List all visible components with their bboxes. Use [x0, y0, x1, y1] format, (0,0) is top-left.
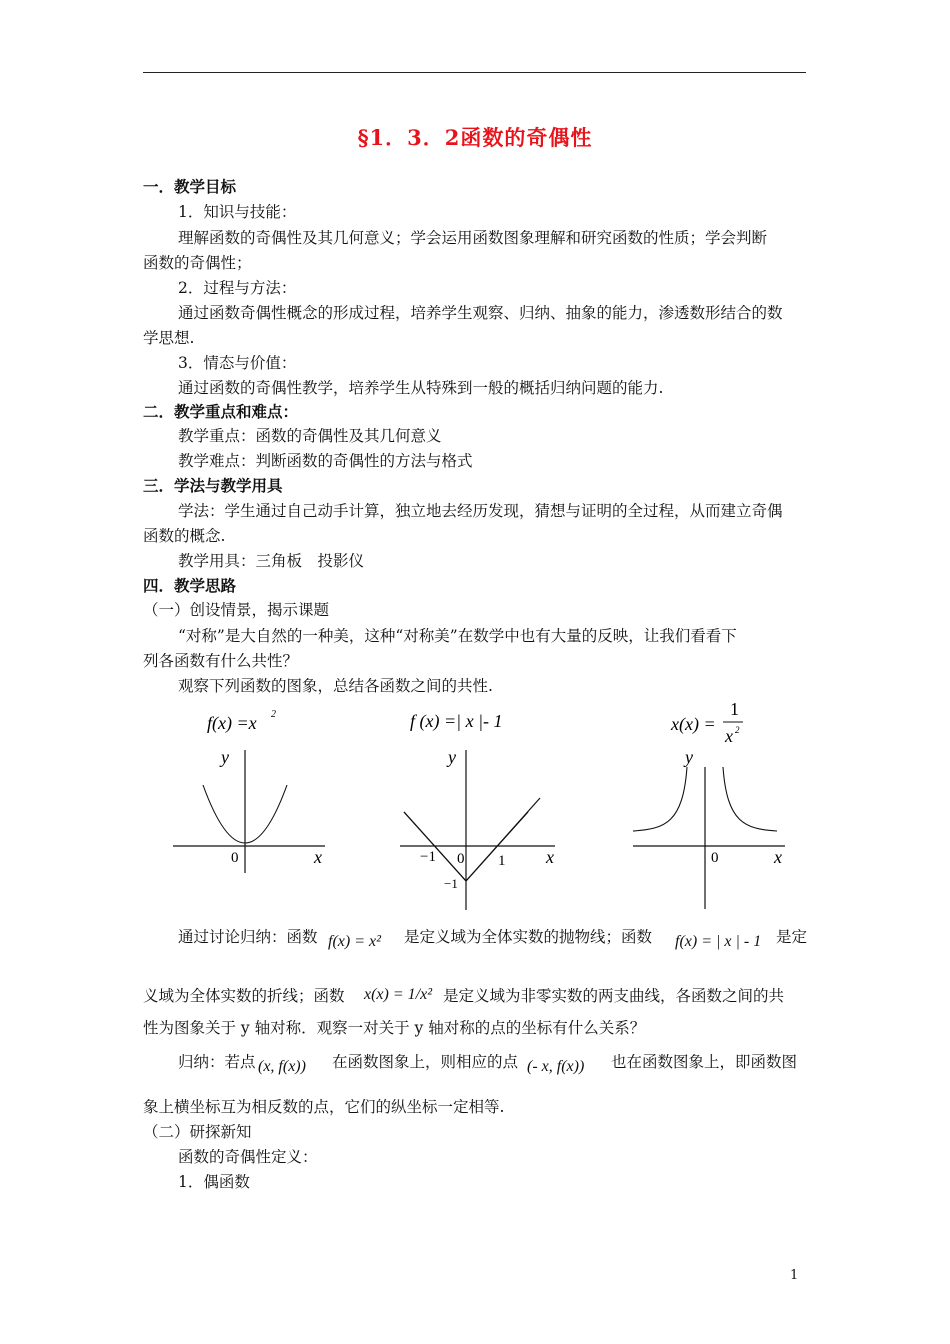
x-axis-label: x: [546, 847, 554, 867]
text-line: 教学难点：判断函数的奇偶性的方法与格式: [178, 452, 473, 470]
text-line: （一）创设情景，揭示课题: [143, 601, 330, 619]
text-line: 理解函数的奇偶性及其几何意义；学会运用函数图象理解和研究函数的性质；学会判断: [178, 229, 768, 247]
text-line: 性为图象关于 y 轴对称．观察一对关于 y 轴对称的点的坐标有什么关系？: [143, 1019, 646, 1037]
text-line: 通过函数的奇偶性教学，培养学生从特殊到一般的概括归纳问题的能力.: [178, 379, 664, 397]
inline-point-reflected: (- x, f(x)): [527, 1058, 585, 1075]
text-line: 也在函数图象上，即函数图: [611, 1053, 798, 1071]
origin-label: 0: [231, 850, 239, 866]
y-tick-neg-one: −1: [444, 876, 458, 891]
text-line: 3．情态与价值：: [178, 354, 297, 372]
y-axis-label: y: [448, 747, 456, 767]
graph-title: x(x) =: [671, 714, 716, 734]
text-line: 教学用具：三角板 投影仪: [178, 552, 365, 570]
text-line: 函数的概念.: [143, 527, 226, 545]
text-line: 2．过程与方法：: [178, 279, 297, 297]
header-rule: [143, 72, 806, 73]
x-axis-label: x: [314, 847, 322, 867]
text-line: （二）研探新知: [143, 1123, 252, 1141]
x-axis-label: x: [774, 847, 782, 867]
page-title: §1．3．2函数的奇偶性: [357, 125, 593, 150]
graph-reciprocal-square: [625, 697, 795, 877]
graph-title-exponent: 2: [271, 709, 276, 720]
section-heading-4: 四．教学思路: [143, 576, 237, 595]
text-line: 教学重点：函数的奇偶性及其几何意义: [178, 427, 442, 445]
inline-formula-parabola: f(x) = x²: [328, 933, 381, 950]
text-line: 在函数图象上，则相应的点: [332, 1053, 519, 1071]
text-line: 归纳：若点: [178, 1053, 256, 1071]
text-line: 函数的奇偶性定义：: [178, 1148, 318, 1166]
text-line: 通过函数奇偶性概念的形成过程，培养学生观察、归纳、抽象的能力，渗透数形结合的数: [178, 304, 783, 322]
inline-point: (x, f(x)): [258, 1058, 306, 1075]
text-line: 义域为全体实数的折线；函数: [143, 987, 345, 1005]
x-tick-neg-one: −1: [420, 849, 436, 865]
text-line: 1．知识与技能：: [178, 203, 297, 221]
graph-title-exponent: 2: [735, 725, 740, 735]
origin-label: 0: [711, 850, 719, 866]
inline-formula-abs: f(x) = | x | - 1: [675, 933, 762, 950]
graph-title-denominator: x: [725, 726, 733, 746]
text-line: 学思想.: [143, 329, 195, 347]
graph-absolute-value: [390, 705, 570, 915]
text-line: 象上横坐标互为相反数的点，它们的纵坐标一定相等.: [143, 1098, 505, 1116]
text-line: 学法：学生通过自己动手计算，独立地去经历发现，猜想与证明的全过程，从而建立奇偶: [178, 502, 783, 520]
section-heading-2: 二．教学重点和难点：: [143, 402, 299, 421]
text-line: 函数的奇偶性；: [143, 254, 252, 272]
text-line: 是定: [776, 928, 808, 946]
graph-title: f(x) =x: [207, 713, 257, 733]
graph-parabola: [165, 705, 335, 875]
text-line: 列各函数有什么共性？: [143, 652, 299, 670]
text-line: 1．偶函数: [178, 1173, 250, 1191]
x-tick-one: 1: [498, 853, 506, 869]
graph-title: f (x) =| x |- 1: [410, 711, 503, 731]
text-line: “对称”是大自然的一种美，这种“对称美”在数学中也有大量的反映，让我们看看下: [178, 627, 737, 645]
y-axis-label: y: [685, 747, 693, 767]
origin-label: 0: [457, 851, 465, 867]
y-axis-label: y: [221, 747, 229, 767]
left-curve-branch: [633, 767, 687, 831]
section-heading-1: 一．教学目标: [143, 177, 237, 196]
text-line: 通过讨论归纳：函数: [178, 928, 318, 946]
right-curve-branch: [723, 767, 777, 831]
section-heading-3: 三．学法与教学用具: [143, 476, 283, 495]
text-line: 是定义域为非零实数的两支曲线，各函数之间的共: [443, 987, 785, 1005]
inline-formula-reciprocal: x(x) = 1/x²: [364, 986, 432, 1003]
graph-title-numerator: 1: [730, 699, 739, 719]
text-line: 是定义域为全体实数的抛物线；函数: [404, 928, 653, 946]
page-number: 1: [790, 1268, 799, 1283]
text-line: 观察下列函数的图象，总结各函数之间的共性.: [178, 677, 493, 695]
